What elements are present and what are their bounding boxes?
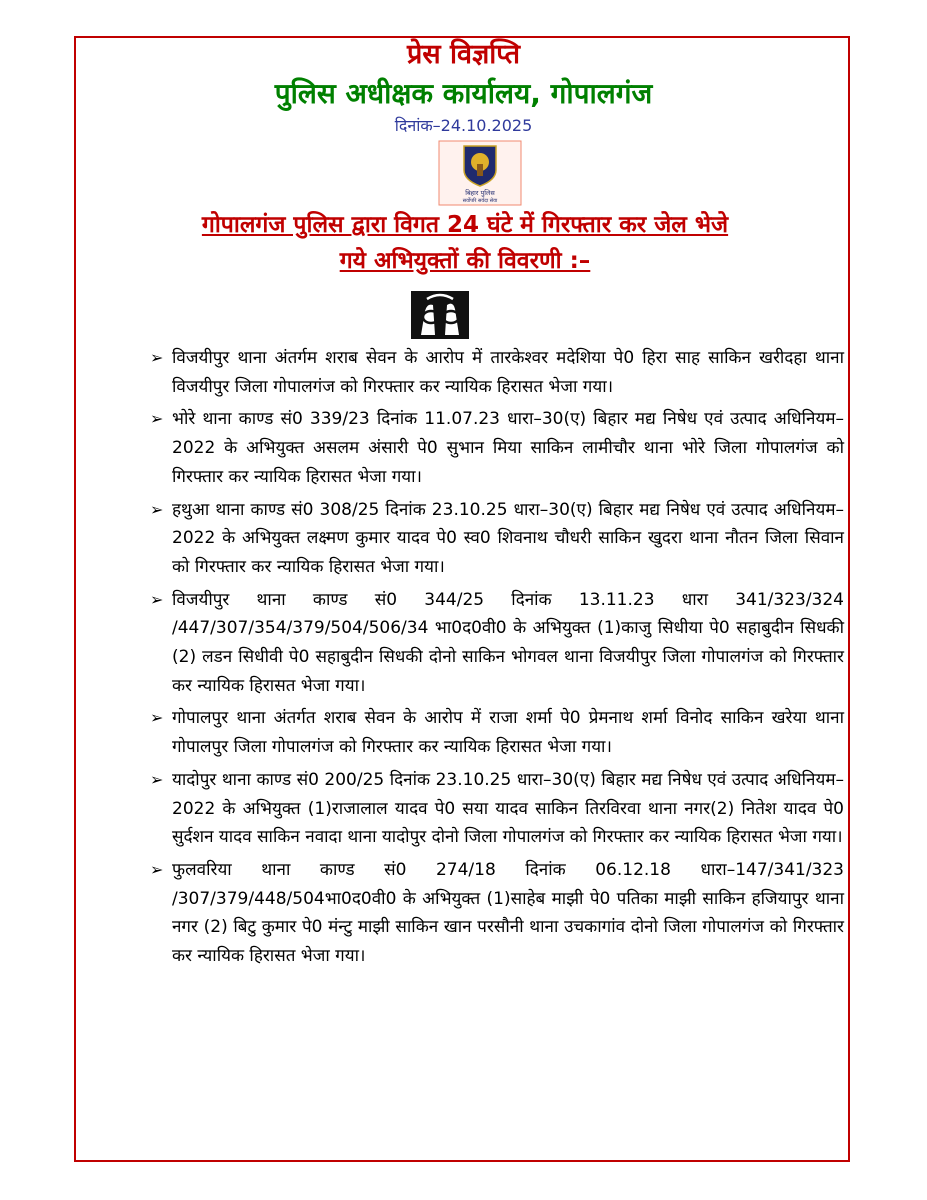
list-item-text: विजयीपुर थाना अंतर्गम शराब सेवन के आरोप में तारकेश्वर मदेशिया पे0 हिरा साह साकिन खरीदहा थाना विजयीपुर जिला गोपालगंज को गिरफ्तार कर न्यायिक हिरासत भेजा गया। <box>172 348 844 397</box>
emblem-label: बिहार पुलिस <box>465 189 495 197</box>
handcuffs-icon <box>411 291 469 339</box>
list-item-text: विजयीपुर थाना काण्ड सं0 344/25 दिनांक 13.11.23 धारा 341/323/324 /447/307/354/379/504/506/34 भा0द0वी0 के अभियुक्त (1)काजु सिधीया पे0 सहाबुदीन सिधकी (2) लडन सिधीवी पे0 सहाबुदीन सिधकी दोनो साकिन भोगवल थाना विजयीपुर जिला गोपालगंज को गिरफ्तार कर न्यायिक हिरासत भेजा गया। <box>172 589 844 696</box>
arrow-bullet-icon: ➢ <box>150 409 164 429</box>
list-item <box>150 405 844 491</box>
list-item <box>150 856 844 971</box>
arrow-bullet-icon: ➢ <box>150 348 164 367</box>
emblem-motto: सर्वोपरि सर्वदा सेवा <box>462 198 498 204</box>
list-item-text: गोपालपुर थाना अंतर्गत शराब सेवन के आरोप में राजा शर्मा पे0 प्रेमनाथ शर्मा विनोद साकिन खरेया थाना गोपालपुर जिला गोपालगंज को गिरफ्तार कर न्यायिक हिरासत भेजा गया। <box>172 708 844 758</box>
arrow-bullet-icon: ➢ <box>150 499 164 519</box>
list-item <box>150 704 844 761</box>
list-item <box>150 586 844 701</box>
arrow-bullet-icon: ➢ <box>150 589 164 609</box>
list-item-text: भोरे थाना काण्ड सं0 339/23 दिनांक 11.07.23 धारा–30(ए) बिहार मद्य निषेध एवं उत्पाद अधिनियम–2022 के अभियुक्त असलम अंसारी पे0 सुभान मिया साकिन लामीचौर थाना भोरे जिला गोपालगंज को गिरफ्तार कर न्यायिक हिरासत भेजा गया। <box>172 409 844 487</box>
report-heading-line1: गोपालगंज पुलिस द्वारा विगत 24 घंटे में गिरफ्तार कर जेल भेजे <box>201 212 729 238</box>
office-title: पुलिस अधीक्षक कार्यालय, गोपालगंज <box>274 77 653 110</box>
list-item <box>150 344 844 401</box>
list-item-text: हथुआ थाना काण्ड सं0 308/25 दिनांक 23.10.25 धारा–30(ए) बिहार मद्य निषेध एवं उत्पाद अधिनियम–2022 के अभियुक्त लक्ष्मण कुमार यादव पे0 स्व0 शिवनाथ चौधरी साकिन खुदरा थाना नौतन जिला सिवान को गिरफ्तार कर न्यायिक हिरासत भेजा गया। <box>172 499 844 577</box>
arrow-bullet-icon: ➢ <box>150 708 164 728</box>
list-item-text: फुलवरिया थाना काण्ड सं0 274/18 दिनांक 06.12.18 धारा–147/341/323 /307/379/448/504भा0द0वी0 के अभियुक्त (1)साहेब माझी पे0 पतिका माझी साकिन हजियापुर थाना नगर (2) बिटु कुमार पे0 मंन्टु माझी साकिन खान परसौनी थाना उचकागांव दोनो जिला गोपालगंज को गिरफ्तार कर न्यायिक हिरासत भेजा गया। <box>172 859 844 967</box>
arrest-list <box>150 344 844 975</box>
press-release-title: प्रेस विज्ञप्ति <box>406 39 521 70</box>
list-item <box>150 496 844 582</box>
report-heading <box>120 207 810 279</box>
arrow-bullet-icon: ➢ <box>150 769 164 789</box>
bihar-police-emblem-icon <box>438 140 522 206</box>
report-heading-line2: गये अभियुक्तों की विवरणी :– <box>339 248 591 274</box>
list-item <box>150 766 844 852</box>
release-date: दिनांक–24.10.2025 <box>394 116 533 135</box>
arrow-bullet-icon: ➢ <box>150 859 164 879</box>
list-item-text: यादोपुर थाना काण्ड सं0 200/25 दिनांक 23.10.25 धारा–30(ए) बिहार मद्य निषेध एवं उत्पाद अधिनियम–2022 के अभियुक्त (1)राजालाल यादव पे0 सया यादव साकिन तिरविरवा थाना नगर(2) नितेश यादव पे0 सुर्दशन यादव साकिन नवादा थाना यादोपुर दोनो जिला गोपालगंज को गिरफ्तार कर न्यायिक हिरासत भेजा गया। <box>172 769 844 848</box>
